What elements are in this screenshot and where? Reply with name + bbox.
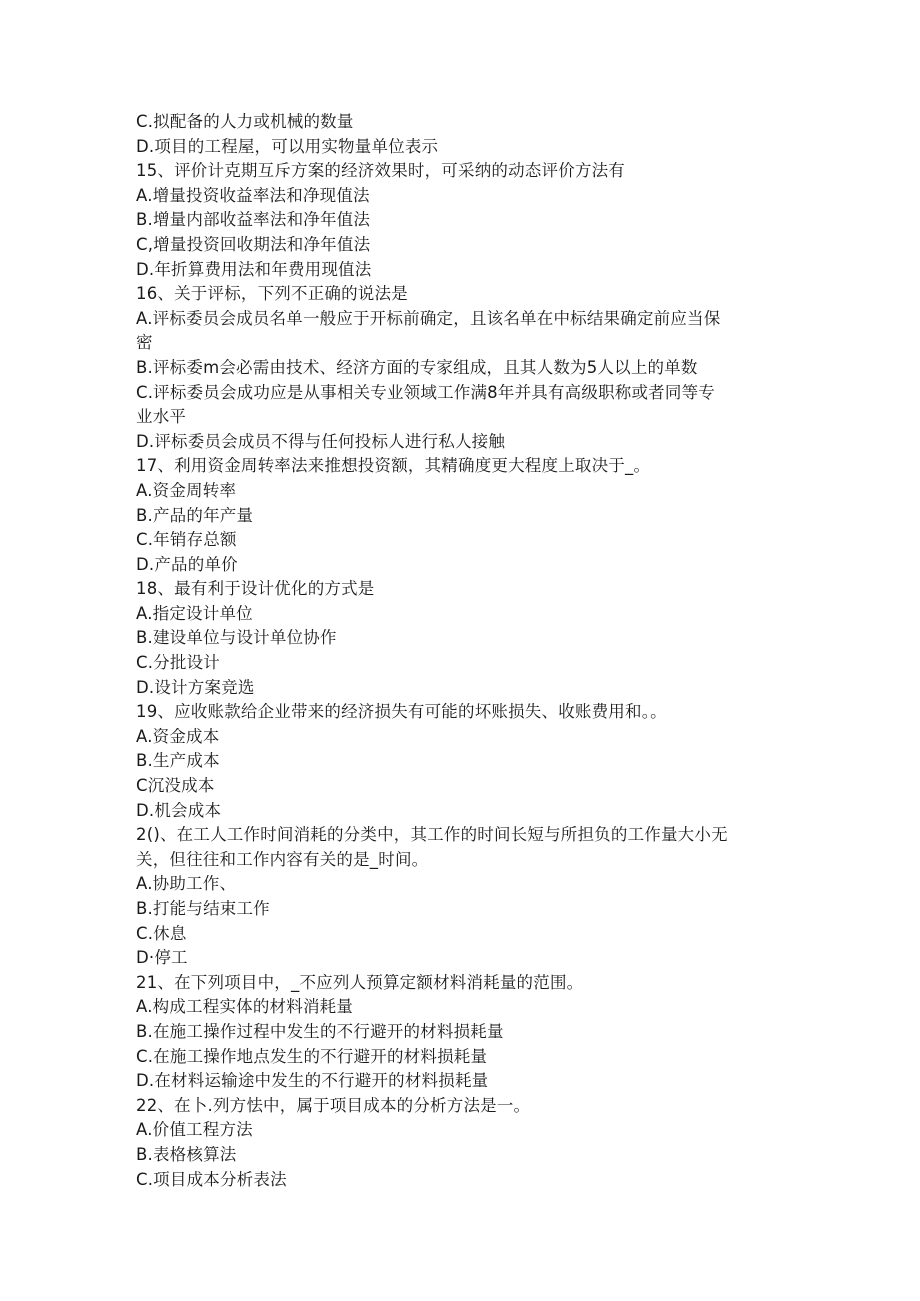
- question-15: 15、评价计克期互斥方案的经济效果时，可采纳的动态评价方法有: [136, 161, 625, 181]
- option-line: B.建设单位与设计单位协作: [136, 628, 337, 648]
- document-body: [136, 110, 796, 1192]
- text-line: C.拟配备的人力或机械的数量: [136, 112, 354, 131]
- question-16: 16、关于评标，下列不正确的说法是: [136, 284, 408, 304]
- option-line: B.产品的年产量: [136, 505, 254, 525]
- option-line: A.协助工作、: [136, 874, 237, 894]
- option-line: C,增量投资回收期法和净年值法: [136, 234, 371, 254]
- option-line: D.产品的单价: [136, 554, 238, 574]
- option-line: D.在材料运输途中发生的不行避开的材料损耗量: [136, 1071, 489, 1091]
- option-line: A.资金成本: [136, 726, 220, 746]
- option-line: C.评标委员会成功应是从事相关专业领域工作满8年并具有高级职称或者同等专: [136, 382, 715, 402]
- option-line: D·停工: [136, 948, 188, 968]
- question-19: 19、应收账款给企业带来的经济损失有可能的坏账损失、收账费用和。。: [136, 702, 667, 722]
- option-line: A.增量投资收益率法和净现值法: [136, 185, 370, 205]
- question-20-continued: 关，但往往和工作内容有关的是_时间。: [136, 849, 429, 869]
- option-line: C.项目成本分析表法: [136, 1169, 287, 1189]
- option-line: A.评标委员会成员名单一般应于开标前确定，且该名单在中标结果确定前应当保: [136, 308, 721, 328]
- option-line: B.打能与结束工作: [136, 899, 270, 918]
- option-line: B.在施工操作过程中发生的不行避开的材料损耗量: [136, 1021, 504, 1041]
- option-line: C.分批设计: [136, 653, 220, 673]
- option-line: D.评标委员会成员不得与任何投标人进行私人接触: [136, 431, 506, 451]
- option-line-continued: 密: [136, 333, 153, 353]
- option-line: A.构成工程实体的材料消耗量: [136, 997, 354, 1017]
- option-line: C.年销存总额: [136, 530, 237, 550]
- option-line: C.休息: [136, 923, 187, 943]
- option-line-continued: 业水平: [136, 407, 187, 427]
- option-line: D.年折算费用法和年费用现值法: [136, 259, 372, 279]
- question-21: 21、在下列项目中，_不应列人预算定额材料消耗量的范围。: [136, 972, 584, 992]
- option-line: C.在施工操作地点发生的不行避开的材料损耗量: [136, 1046, 488, 1066]
- text-line: D.项目的工程屋，可以用实物量单位表示: [136, 136, 439, 156]
- option-line: B.评标委m会必需由技术、经济方面的专家组成，且其人数为5人以上的单数: [136, 357, 698, 377]
- option-line: A.价值工程方法: [136, 1120, 253, 1140]
- option-line: C沉没成本: [136, 776, 215, 796]
- option-line: A.资金周转率: [136, 480, 237, 500]
- option-line: D.机会成本: [136, 800, 222, 820]
- option-line: B.增量内部收益率法和净年值法: [136, 210, 371, 230]
- question-22: 22、在卜.列方怯中，属于项目成本的分析方法是一。: [136, 1095, 531, 1115]
- question-18: 18、最有利于设计优化的方式是: [136, 579, 375, 599]
- option-line: B.生产成本: [136, 751, 220, 771]
- option-line: D.设计方案竞选: [136, 677, 255, 697]
- question-20: 2()、在工人工作时间消耗的分类中，其工作的时间长短与所担负的工作量大小无: [136, 825, 728, 845]
- option-line: B.表格核算法: [136, 1144, 237, 1164]
- question-17: 17、利用资金周转率法来推想投资额，其精确度更大程度上取决于_。: [136, 456, 651, 476]
- option-line: A.指定设计单位: [136, 603, 253, 623]
